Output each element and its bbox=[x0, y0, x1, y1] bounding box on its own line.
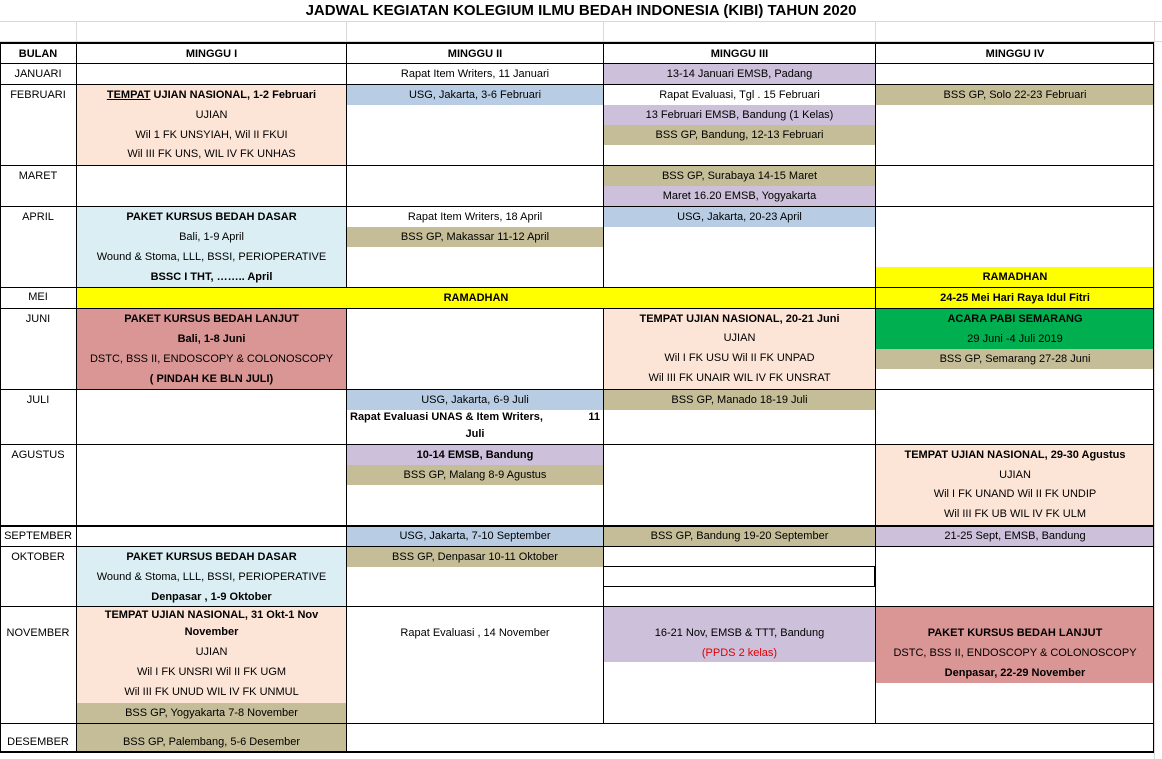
nov-w1-bss-gp: BSS GP, Yogyakarta 7-8 November bbox=[125, 707, 298, 719]
header-bulan: BULAN bbox=[18, 48, 58, 60]
gridline bbox=[1154, 21, 1155, 759]
feb-w1-line2: UJIAN bbox=[195, 109, 228, 121]
nov-w1-line2: UJIAN bbox=[195, 646, 228, 658]
feb-w3-line3: BSS GP, Bandung, 12-13 Februari bbox=[655, 129, 824, 141]
border-h bbox=[0, 308, 1154, 309]
border-v bbox=[346, 42, 347, 288]
feb-w2-event: USG, Jakarta, 3-6 Februari bbox=[408, 89, 542, 101]
mar-w3-line1: BSS GP, Surabaya 14-15 Maret bbox=[661, 170, 818, 182]
gridline bbox=[346, 21, 347, 43]
feb-w4-event: BSS GP, Solo 22-23 Februari bbox=[943, 89, 1087, 101]
jul-w2-rapat-evaluasi: Rapat Evaluasi UNAS & Item Writers, bbox=[350, 411, 543, 423]
jun-w3-line3: Wil I FK USU Wil II FK UNPAD bbox=[664, 352, 815, 364]
border-h-partial bbox=[604, 566, 875, 567]
sep-w2-event: USG, Jakarta, 7-10 September bbox=[399, 530, 551, 542]
agu-w4-line4: Wil III FK UB WIL IV FK ULM bbox=[944, 508, 1086, 520]
month-november: NOVEMBER bbox=[6, 627, 70, 639]
apr-w1-line4: BSSC I THT, …….. April bbox=[150, 271, 273, 283]
header-minggu-4: MINGGU IV bbox=[985, 48, 1045, 60]
header-minggu-1: MINGGU I bbox=[185, 48, 238, 60]
nov-w1-tempat: TEMPAT UJIAN NASIONAL, 31 Okt-1 Nov bbox=[104, 609, 319, 621]
feb-w3-line2: 13 Februari EMSB, Bandung (1 Kelas) bbox=[645, 109, 834, 121]
apr-w3-event: USG, Jakarta, 20-23 April bbox=[677, 211, 802, 223]
jun-w1-line4: ( PINDAH KE BLN JULI) bbox=[149, 373, 274, 385]
border-h bbox=[0, 444, 1154, 445]
agu-w2-line1: 10-14 EMSB, Bandung bbox=[416, 449, 534, 461]
nov-w4-line2: DSTC, BSS II, ENDOSCOPY & COLONOSCOPY bbox=[893, 647, 1137, 659]
mar-w3-line2: Maret 16.20 EMSB, Yogyakarta bbox=[662, 190, 817, 202]
sep-w4-event: 21-25 Sept, EMSB, Bandung bbox=[944, 530, 1086, 542]
jul-w2-line2-row bbox=[350, 409, 600, 426]
gridline bbox=[875, 21, 876, 43]
jul-w2-line1: USG, Jakarta, 6-9 Juli bbox=[421, 394, 529, 406]
month-september: SEPTEMBER bbox=[4, 530, 72, 542]
apr-w2-line2: BSS GP, Makassar 11-12 April bbox=[400, 231, 550, 243]
border-h bbox=[0, 546, 1154, 547]
nov-w3-line1: 16-21 Nov, EMSB & TTT, Bandung bbox=[654, 627, 825, 639]
feb-w1-line4: Wil III FK UNS, WIL IV FK UNHAS bbox=[127, 148, 296, 160]
jun-w4-line1: ACARA PABI SEMARANG bbox=[947, 313, 1083, 325]
border-h bbox=[0, 165, 1154, 166]
jul-w3-event: BSS GP, Manado 18-19 Juli bbox=[671, 394, 808, 406]
sep-w3-event: BSS GP, Bandung 19-20 September bbox=[650, 530, 829, 542]
nov-w1-line3: Wil I FK UNSRI Wil II FK UGM bbox=[136, 666, 287, 678]
header-minggu-2: MINGGU II bbox=[447, 48, 503, 60]
border-v bbox=[875, 42, 876, 724]
feb-w1-line1 bbox=[77, 85, 346, 105]
gridline bbox=[603, 21, 604, 43]
border-h bbox=[0, 287, 1154, 288]
agu-w4-line3: Wil I FK UNAND Wil II FK UNDIP bbox=[933, 488, 1097, 500]
border-h bbox=[0, 389, 1154, 390]
jun-w1-line3: DSTC, BSS II, ENDOSCOPY & COLONOSCOPY bbox=[89, 353, 334, 365]
month-mei: MEI bbox=[28, 291, 48, 303]
gridline bbox=[76, 21, 77, 43]
jan-w3-event: 13-14 Januari EMSB, Padang bbox=[666, 68, 813, 80]
apr-w1-line3: Wound & Stoma, LLL, BSSI, PERIOPERATIVE bbox=[96, 251, 327, 263]
apr-w1-line1: PAKET KURSUS BEDAH DASAR bbox=[126, 211, 297, 223]
border-v bbox=[346, 308, 347, 753]
month-juni: JUNI bbox=[25, 313, 51, 325]
header-minggu-3: MINGGU III bbox=[710, 48, 769, 60]
feb-w3-line1: Rapat Evaluasi, Tgl . 15 Februari bbox=[659, 89, 820, 101]
nov-w1-line4: Wil III FK UNUD WIL IV FK UNMUL bbox=[124, 686, 299, 698]
jun-w3-line1: TEMPAT UJIAN NASIONAL, 20-21 Juni bbox=[639, 313, 840, 325]
border-h bbox=[0, 84, 1154, 85]
border-h-partial bbox=[604, 586, 875, 587]
jun-w3-line2: UJIAN bbox=[723, 332, 756, 344]
apr-w4-ramadhan: RAMADHAN bbox=[982, 271, 1048, 283]
border-h bbox=[0, 606, 1154, 607]
border-h bbox=[0, 206, 1154, 207]
month-maret: MARET bbox=[18, 170, 58, 182]
jun-w1-line2: Bali, 1-8 Juni bbox=[177, 333, 246, 345]
border-v bbox=[603, 42, 604, 288]
month-juli: JULI bbox=[26, 394, 50, 406]
feb-w1-ujian-nasional: UJIAN NASIONAL, 1-2 Februari bbox=[150, 89, 317, 101]
agu-w4-line1: TEMPAT UJIAN NASIONAL, 29-30 Agustus bbox=[904, 449, 1126, 461]
nov-w1-line1 bbox=[80, 607, 343, 641]
okt-w2-event: BSS GP, Denpasar 10-11 Oktober bbox=[392, 551, 558, 563]
border-h bbox=[0, 42, 1154, 44]
border-v bbox=[603, 308, 604, 724]
border-h bbox=[0, 525, 1154, 527]
nov-w4-line1: PAKET KURSUS BEDAH LANJUT bbox=[927, 627, 1103, 639]
border-v-partial bbox=[874, 566, 876, 587]
nov-w1-november: November bbox=[184, 626, 239, 638]
okt-w1-line1: PAKET KURSUS BEDAH DASAR bbox=[126, 551, 297, 563]
gridline bbox=[0, 21, 1162, 22]
jul-w2-line2 bbox=[350, 409, 600, 443]
month-oktober: OKTOBER bbox=[11, 551, 65, 563]
okt-w1-line3: Denpasar , 1-9 Oktober bbox=[151, 591, 272, 603]
month-april: APRIL bbox=[22, 211, 54, 223]
jan-w2-event: Rapat Item Writers, 11 Januari bbox=[400, 68, 550, 80]
jul-w2-month: Juli bbox=[465, 428, 485, 440]
month-agustus: AGUSTUS bbox=[11, 449, 65, 461]
feb-w1-tempat: TEMPAT bbox=[106, 89, 151, 101]
jun-w1-line1: PAKET KURSUS BEDAH LANJUT bbox=[124, 313, 299, 325]
agu-w2-line2: BSS GP, Malang 8-9 Agustus bbox=[403, 469, 547, 481]
feb-w1-line3: Wil 1 FK UNSYIAH, Wil II FKUI bbox=[135, 129, 288, 141]
month-januari: JANUARI bbox=[14, 68, 62, 80]
jul-w2-day: 11 bbox=[588, 411, 600, 423]
okt-w1-line2: Wound & Stoma, LLL, BSSI, PERIOPERATIVE bbox=[96, 571, 327, 583]
nov-w4-line3: Denpasar, 22-29 November bbox=[944, 667, 1086, 679]
page-title: JADWAL KEGIATAN KOLEGIUM ILMU BEDAH INDONESIA (KIBI) TAHUN 2020 bbox=[305, 2, 857, 19]
jun-w4-line2: 29 Juni -4 Juli 2019 bbox=[967, 333, 1063, 345]
border-h bbox=[0, 751, 1154, 753]
border-v bbox=[76, 42, 77, 753]
border-v bbox=[0, 42, 1, 753]
des-w1-event: BSS GP, Palembang, 5-6 Desember bbox=[122, 736, 301, 748]
mei-w4-idul-fitri: 24-25 Mei Hari Raya Idul Fitri bbox=[940, 292, 1090, 304]
border-h bbox=[0, 63, 1154, 64]
month-desember: DESEMBER bbox=[7, 736, 69, 748]
nov-w3-line2: (PPDS 2 kelas) bbox=[701, 647, 778, 659]
apr-w1-line2: Bali, 1-9 April bbox=[179, 231, 244, 243]
jun-w4-line3: BSS GP, Semarang 27-28 Juni bbox=[939, 353, 1091, 365]
mei-ramadhan: RAMADHAN bbox=[443, 292, 509, 304]
border-h bbox=[0, 723, 1154, 724]
agu-w4-line2: UJIAN bbox=[999, 469, 1031, 481]
border-v bbox=[1153, 42, 1154, 753]
month-februari: FEBRUARI bbox=[10, 89, 66, 101]
jun-w3-line4: Wil III FK UNAIR WIL IV FK UNSRAT bbox=[648, 372, 831, 384]
nov-w2-event: Rapat Evaluasi , 14 November bbox=[400, 627, 550, 639]
apr-w2-line1: Rapat Item Writers, 18 April bbox=[407, 211, 543, 223]
